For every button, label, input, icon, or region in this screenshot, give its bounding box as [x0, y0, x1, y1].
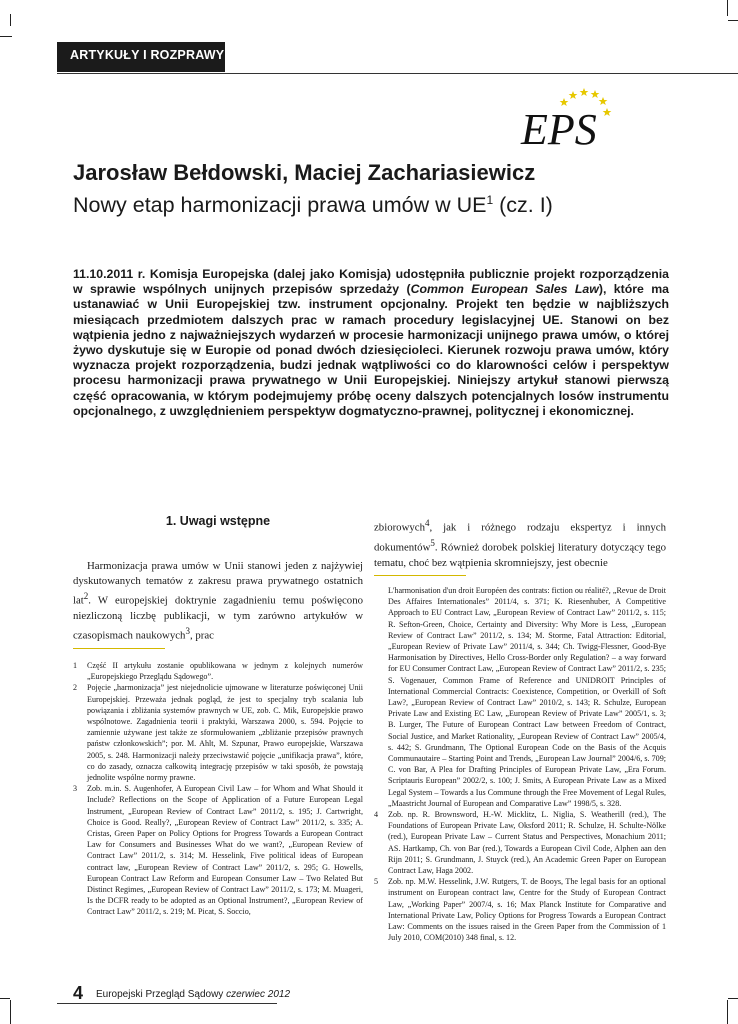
footer-rule [57, 1003, 277, 1004]
header-rule [57, 73, 738, 74]
footnotes-right [374, 585, 666, 944]
issue-date: czerwiec 2012 [226, 989, 290, 1000]
footnote-ref: 3 [185, 626, 190, 637]
authors: Jarosław Bełdowski, Maciej Zachariasiewicz [73, 160, 536, 185]
eps-logo [515, 86, 625, 156]
footnote-continuation: L'harmonisation d'un droit Européen des contrats: fiction ou réalité?, „Revue de Droit Des Affaires Internationales” 2011/4, s. 371; K. Riesenhuber, A Competitive Approach to EU Contract Law, „European Review of Contract Law” 2011/2, s. 115; R. Sefton-Green, Choice, Certainty and Diversity: Why More is Less, „European Review of Contract Law” 2011/2, s. 134; M. Storme, Fatal Attraction: Editorial, „European Review of Private Law” 2011/4, s. 344; Ch. Twigg-Flessner, Good-Bye Harmonisation by Directives, Hello Cross-Border only Regulation? – a way forward for EU Consumer Contract Law, „European Review of Contract Law” 2011/2, s. 235; S. Vogenauer, Common Frame of Reference and UNIDROIT Principles of International Commercial Contracts: Coexistence, Competition, or Overkill of Soft Law?, „European Review of Contract Law” 2010/2, s. 143; R. Schulze, European Private Law and Existing EC Law, „European Review of Private Law” 2005/1, s. 3; B. Lurger, The Future of European Contract Law between Freedom of Contract, Social Justice, and Market Rationality, „European Review of Contract Law” 2005/4, s. 442; S. Grundmann, The Optional European Code on the Basis of the Acquis Communautaire – Starting Point and Trends, „European Law Journal” 2004/6, s. 709; C. von Bar, A Plea for Drafting Principles of European Private Law, „Era Forum. Scriptauris European” 2002/2, s. 100; J. Smits, A European Private Law as a Mixed Legal System – Towards a Ius Commune through the Free Movement of Legal Rules, „Maastricht Journal of European and Comparative Law” 1998/5, s. 328. [388, 586, 666, 808]
footnotes-left [73, 660, 363, 918]
footnote-ref: 4 [424, 518, 430, 528]
footnote: 2 Pojęcie „harmonizacja” jest niejednolicie ujmowane w literaturze poświęconej Unii Europejskiej. Przeważa jednak pogląd, że jest to specjalny tryb scalania lub powiązania i zbliżania systemów prawnych w UE, zob. C. Mik, Europejskie prawo wspólnotowe. Zagadnienia teorii i praktyki, Warszawa 2000, s. 594. Pojęcie to zamiennie używane jest także ze sformułowaniem „zbliżanie przepisów prawnych państw członkowskich”; por. M. Ahlt, M. Szpunar, Prawo europejskie, Warszawa 2005, s. 248. Harmonizacji należy przeciwstawić pojęcie „unifikacja prawa”, które, co do zasady, oznacza całkowitą integrację przepisów w taki sposób, że powstają jednolite wspólne normy prawne. [73, 683, 363, 783]
article-title: Nowy etap harmonizacji prawa umów w $UE^1$ (cz. I) [73, 193, 553, 218]
body-paragraph: Harmonizacja prawa umów w Unii stanowi jeden z najżywiej dyskutowanych tematów z zakresu prawa prywatnego ostatnich lat$^2$. W europejskiej doktrynie zagadnieniu temu poświęcono niezliczoną liczbę publikacji, w tym zarówno artykułów w czasopismach naukowych$^3$, prac [73, 560, 363, 642]
footnote: 1 Część II artykułu zostanie opublikowana w jednym z kolejnych numerów „Europejskiego Przeglądu Sądowego”. [73, 661, 363, 682]
crop-mark [10, 1000, 11, 1024]
section-heading: 1. Uwagi wstępne [165, 514, 271, 528]
footnote: 3 Zob. m.in. S. Augenhofer, A European Civil Law – for Whom and What Should it Include? Reflections on the Scope of Application of a Future European Legal Instrument, „European Review of Contract Law” 2011/2, s. 195; J. Cartwright, Choice is Good. Really?, „European Review of Contract Law” 2011/2, s. 335; A. Cristas, Green Paper on Policy Options for Progress Towards a European Contract Law for Consumers and Businesses What do we want?, „European Review of Contract Law” 2011/2, s. 314; M. Hesselink, Five political ideas of European contract law, „European Review of Contract Law” 2011/2, s. 295; G. Howells, European Contract Law Reform and European Consumer Law – Two Related But Distinct Regimes, „European Review of Contract Law” 2011/2, s. 173; M. Muageri, Is the DCFR ready to be adopted as an Optional Instrument?, „European Review of Contract Law” 2011/2, s. 219; M. Picat, S. Soccio, [73, 784, 363, 917]
journal-name: Europejski Przegląd Sądowy czerwiec 2012 [96, 989, 290, 1000]
footnote-rule [73, 648, 165, 649]
footnote-ref: 1 [486, 193, 494, 207]
crop-mark [728, 998, 738, 999]
crop-mark [728, 20, 738, 21]
crop-mark [10, 14, 11, 26]
abstract: 11.10.2011 r. Komisja Europejska (dalej jako Komisja) udostępniła publicznie projekt rozporządzenia w sprawie wspólnych unijnych przepisów sprzedaży (Common European Sales Law), które ma ustanawiać w Unii Europejskiej tzw. instrument opcjonalny. Projekt ten będzie w najbliższych miesiącach przedmiotem dalszych prac w ramach procedury legislacyjnej UE. Stanowi on bez wątpienia jedno z najważniejszych wydarzeń w procesie harmonizacji unijnego prawa umów, o której żywo dyskutuje się w Europie od ponad dwóch dziesięcioleci. Kierunek rozwoju prawa umów, który wyznacza projekt rozporządzenia, budzi jednak wątpliwości co do klarowności celów i perspektyw procesu harmonizacji prawa prywatnego w Unii Europejskiej. Niniejszy artykuł stanowi pierwszą część opracowania, w którym podejmujemy próbę oceny dalszych potencjalnych losów instrumentu opcjonalnego, z uwzględnieniem perspektyw dogmatyczno-prawnej, politycznej i ekonomicznej. [73, 267, 670, 418]
crop-mark [727, 1000, 728, 1024]
crop-mark [0, 36, 12, 37]
crop-mark [727, 0, 728, 16]
footnote-ref: 5 [430, 537, 435, 548]
section-label: ARTYKUŁY I ROZPRAWY [70, 48, 225, 62]
page-number: 4 [73, 983, 84, 1003]
footnote-rule [374, 575, 466, 576]
logo-text: EPS [521, 105, 597, 154]
footnote-ref: 2 [83, 591, 89, 602]
footnote: 5 Zob. np. M.W. Hesselink, J.W. Rutgers, T. de Booys, The legal basis for an optional instrument on European contract law, Centre for the Study of European Contract Law, „Working Paper” 2007/4, s. 16; Max Planck Institute for Comparative and International Private Law, Policy Options for Progress Towards a European Contract Law: Comments on the issues raised in the Green Paper from the Commission of 1 July 2010, COM(2010) 348 final, s. 12. [374, 877, 666, 943]
body-paragraph: zbiorowych$^4$, jak i różnego rodzaju ekspertyz i innych dokumentów$^5$. Również dorobek polskiej literatury dotyczący tego tematu, choć bez wątpienia skromniejszy, jest obecnie [374, 518, 666, 569]
footnote: 4 Zob. np. R. Brownsword, H.-W. Micklitz, L. Niglia, S. Weatherill (red.), The Foundations of European Private Law, Oksford 2011; R. Schulze, H. Schulte-Nölke (red.), European Private Law – Current Status and Perspectives, Monachium 2011; AS. Hartkamp, Ch. von Bar (red.), Towards a European Civil Code, Alphen aan den Rijn 2011; S. Grundmann, J. Stuyck (red.), An Academic Green Paper on European Contract Law, Haga 2002. [374, 810, 666, 876]
crop-mark [0, 998, 10, 999]
